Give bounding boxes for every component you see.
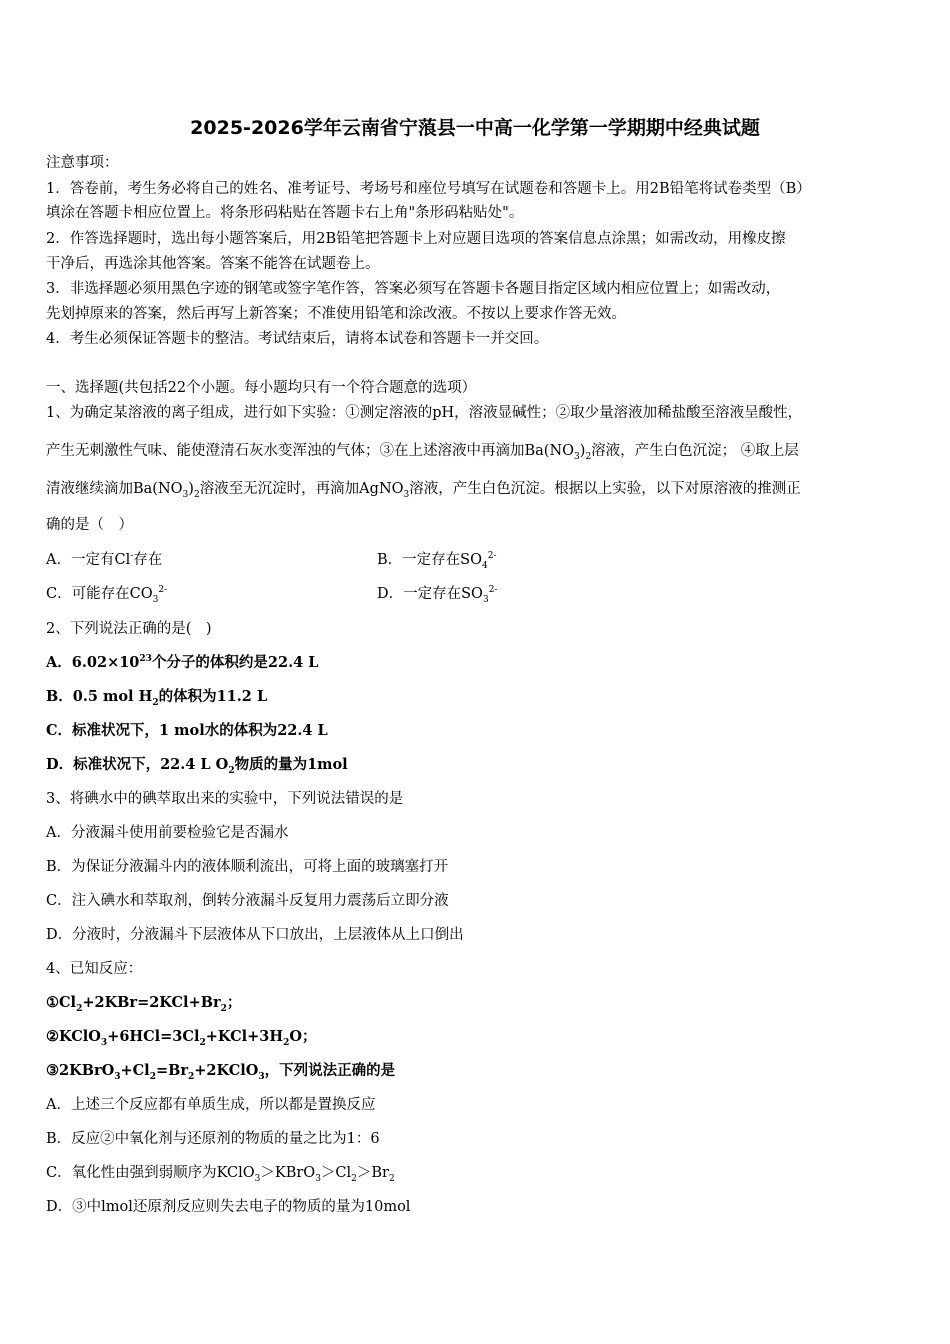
q1-stem-line: 清液继续滴加$Ba(NO_3)_2$溶液至无沉淀时，再滴加AgNO$_3$溶液，产生白色沉淀。根据以上实验，以下对原溶液的推测正 bbox=[46, 481, 801, 500]
notice-line: 2．作答选择题时，选出每小题答案后，用2B铅笔把答题卡上对应题目选项的答案信息点涂黑；如需改动，用橡皮擦 bbox=[46, 231, 786, 247]
notice-line: 填涂在答题卡相应位置上。将条形码粘贴在答题卡右上角"条形码粘贴处"。 bbox=[46, 205, 524, 221]
q2-option-b: B．0.5 mol $H_2$的体积为11.2 L bbox=[46, 688, 268, 708]
q1-option-a: A．一定有Cl-存在 bbox=[46, 551, 163, 568]
q4-option-a: A．上述三个反应都有单质生成，所以都是置换反应 bbox=[46, 1097, 376, 1113]
notice-line: 4．考生必须保证答题卡的整洁。考试结束后，请将本试卷和答题卡一并交回。 bbox=[46, 331, 549, 347]
page-title: 2025-2026学年云南省宁蒗县一中高一化学第一学期期中经典试题 bbox=[190, 117, 760, 139]
q3-option-c: C．注入碘水和萃取剂，倒转分液漏斗反复用力震荡后立即分液 bbox=[46, 893, 449, 909]
section-heading: 一、选择题(共包括22个小题。每小题均只有一个符合题意的选项） bbox=[46, 380, 477, 396]
q1-stem-line: 确的是（ ） bbox=[46, 517, 133, 533]
q3-stem: 3、将碘水中的碘萃取出来的实验中，下列说法错误的是 bbox=[46, 791, 404, 807]
q1-option-b: B．一定存在$SO_4^{2-}$ bbox=[377, 551, 497, 571]
q2-option-a: A．$6.02\times 10^{23}$个分子的体积约是22.4 L bbox=[46, 654, 319, 671]
q4-stem: 4、已知反应： bbox=[46, 961, 143, 977]
q4-reaction-1: $①Cl_2+2KBr=2KCl+Br_2$； bbox=[46, 994, 242, 1014]
notice-line: 3．非选择题必须用黑色字迹的钢笔或签字笔作答，答案必须写在答题卡各题目指定区域内相应位置上；如需改动， bbox=[46, 281, 781, 297]
q3-option-d: D．分液时，分液漏斗下层液体从下口放出，上层液体从上口倒出 bbox=[46, 927, 464, 943]
q3-option-b: B．为保证分液漏斗内的液体顺利流出，可将上面的玻璃塞打开 bbox=[46, 859, 449, 875]
q4-option-b: B．反应②中氧化剂与还原剂的物质的量之比为1：6 bbox=[46, 1131, 380, 1147]
q3-option-a: A．分液漏斗使用前要检验它是否漏水 bbox=[46, 825, 289, 841]
q4-reaction-2: $②KClO_3+6HCl=3Cl_2+KCl+3H_2O$； bbox=[46, 1028, 317, 1048]
q2-option-d: D．标准状况下，22.4 L $O_2$物质的量为1mol bbox=[46, 756, 348, 776]
notice-line: 干净后，再选涂其他答案。答案不能答在试题卷上。 bbox=[46, 256, 380, 272]
q1-stem-line: 产生无刺激性气味、能使澄清石灰水变浑浊的气体；③在上述溶液中再滴加$Ba(NO_3)_2$溶液，产生白色沉淀； ④取上层 bbox=[46, 443, 799, 462]
q2-stem: 2、下列说法正确的是( ) bbox=[46, 621, 212, 637]
notice-line: 先划掉原来的答案，然后再写上新答案；不准使用铅笔和涂改液。不按以上要求作答无效。 bbox=[46, 306, 626, 322]
q4-option-c: C．氧化性由强到弱顺序为$KClO_3>KBrO_3>Cl_2>Br_2$ bbox=[46, 1165, 395, 1184]
q1-option-c: C．可能存在$CO_3^{2-}$ bbox=[46, 585, 168, 605]
q1-option-d: D．一定存在$SO_3^{2-}$ bbox=[377, 585, 498, 605]
notice-line: 1．答卷前，考生务必将自己的姓名、准考证号、考场号和座位号填写在试题卷和答题卡上。用2B铅笔将试卷类型（B） bbox=[46, 181, 811, 197]
q2-option-c: C．标准状况下，1 mol水的体积为22.4 L bbox=[46, 722, 328, 739]
q4-reaction-3: $③2KBrO_3+Cl_2=Br_2+2KClO_3$，下列说法正确的是 bbox=[46, 1062, 396, 1082]
q4-option-d: D．③中lmol还原剂反应则失去电子的物质的量为10mol bbox=[46, 1199, 411, 1215]
notice-heading: 注意事项： bbox=[46, 155, 119, 171]
q1-stem-line: 1、为确定某溶液的离子组成，进行如下实验：①测定溶液的pH，溶液显碱性；②取少量溶液加稀盐酸至溶液呈酸性， bbox=[46, 405, 803, 421]
